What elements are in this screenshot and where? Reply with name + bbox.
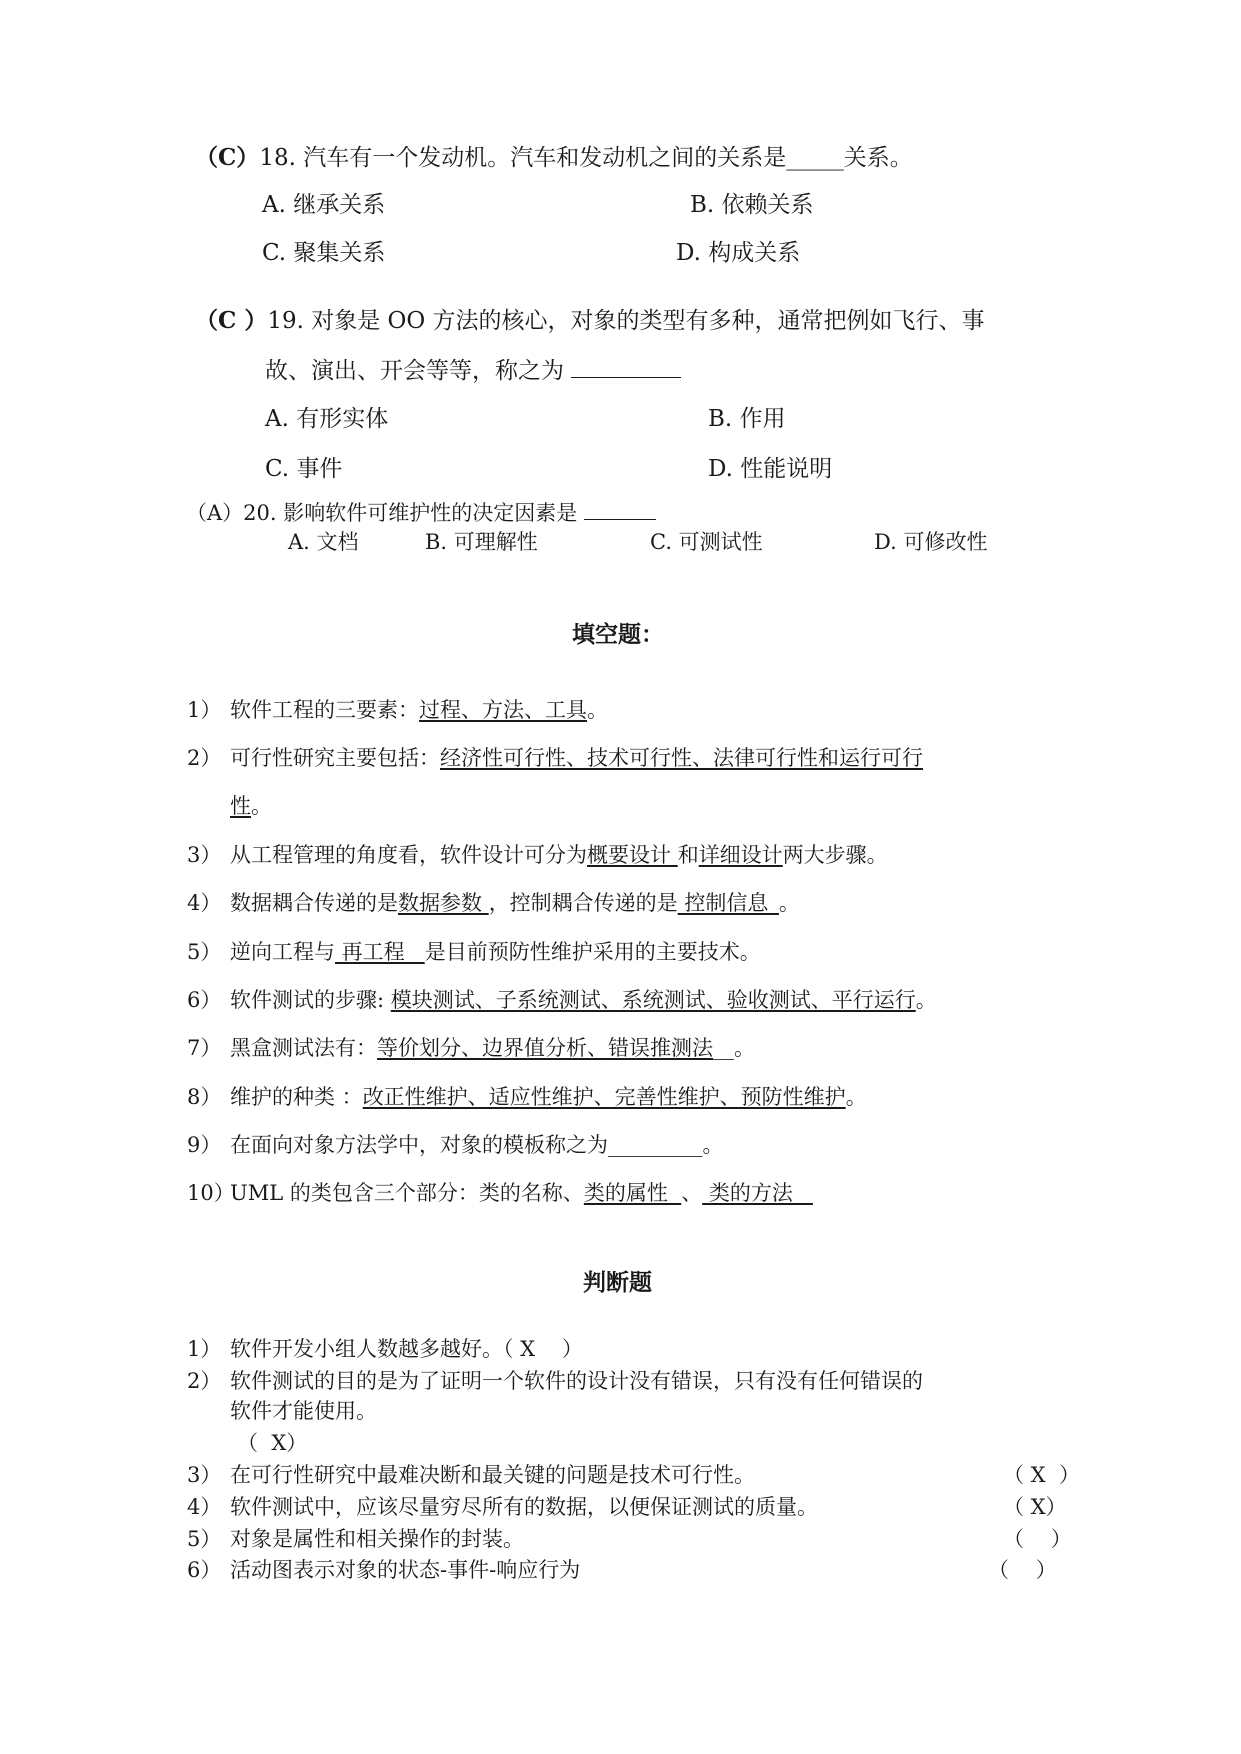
fill-item-2: 2） 可行性研究主要包括：经济性可行性、技术可行性、法律可行性和运行可行 — [187, 746, 923, 770]
fill-item-10: 10）UML 的类包含三个部分：类的名称、类的属性 、 类的方法 — [187, 1181, 813, 1205]
question-20-stem: 20. 影响软件可维护性的决定因素是 — [243, 501, 578, 525]
fill-answer: _________ — [608, 1133, 703, 1157]
judge-item-5: 5） 对象是属性和相关操作的封装。 — [187, 1527, 524, 1551]
fill-item-3: 3） 从工程管理的角度看，软件设计可分为概要设计 和详细设计两大步骤。 — [187, 843, 888, 867]
fill-item-4: 4） 数据耦合传递的是数据参数 ，控制耦合传递的是 控制信息_。 — [187, 891, 800, 915]
fill-item-9: 9） 在面向对象方法学中，对象的模板称之为_________。 — [187, 1133, 724, 1157]
question-19-blank — [571, 355, 681, 378]
question-20 — [186, 497, 656, 528]
option-20b: B. 可理解性 — [425, 530, 538, 554]
answer-19: （C ） — [195, 307, 268, 334]
fill-answer: 详细设计 — [698, 843, 783, 867]
fill-answer: 概要设计 — [587, 843, 678, 867]
fill-answer: 经济性可行性、技术可行性、法律可行性和运行可行 — [440, 746, 923, 770]
question-19-stem-2: 故、演出、开会等等，称之为 — [265, 358, 564, 384]
fill-answer: 模块测试、子系统测试、系统测试、验收测试、平行运行 — [390, 988, 916, 1012]
fill-answer: 性 — [230, 794, 251, 818]
fill-item-8: 8） 维护的种类 ：改正性维护、适应性维护、完善性维护、预防性维护。 — [187, 1085, 867, 1109]
judge-item-4: 4） 软件测试中，应该尽量穷尽所有的数据，以便保证测试的质量。 — [187, 1495, 818, 1519]
judge-item-2: 2） 软件测试的目的是为了证明一个软件的设计没有错误，只有没有任何错误的 — [187, 1369, 923, 1393]
question-18 — [195, 143, 913, 173]
question-20-blank — [584, 497, 656, 520]
option-20c: C. 可测试性 — [650, 530, 763, 554]
option-18a: A. 继承关系 — [262, 192, 386, 218]
fill-answer: 类的方法 — [702, 1181, 813, 1205]
question-19-line-2 — [265, 355, 681, 386]
option-19b: B. 作用 — [708, 406, 786, 432]
judge-item-1: 1） 软件开发小组人数越多越好。（ X ） — [187, 1337, 583, 1361]
fill-answer: 等价划分、边界值分析、错误推测法 — [377, 1036, 713, 1060]
judge-item-6: 6） 活动图表示对象的状态-事件-响应行为 — [187, 1558, 581, 1582]
option-19a: A. 有形实体 — [265, 406, 389, 432]
judge-mark-4: （ X） — [1003, 1495, 1067, 1519]
fill-answer: 数据参数 — [398, 891, 489, 915]
question-19 — [195, 306, 985, 336]
judge-mark-6: （ ） — [988, 1558, 1057, 1582]
answer-20: （A） — [186, 501, 244, 525]
option-18b: B. 依赖关系 — [690, 192, 814, 218]
fill-answer: 类的属性 — [583, 1181, 682, 1205]
question-18-stem: 18. 汽车有一个发动机。汽车和发动机之间的关系是 — [259, 145, 787, 171]
fill-item-1: 1） 软件工程的三要素：过程、方法、工具。 — [187, 698, 608, 722]
option-19d: D. 性能说明 — [708, 456, 833, 482]
fill-answer: 控制信息_ — [677, 891, 779, 915]
judge-item-3: 3） 在可行性研究中最难决断和最关键的问题是技术可行性。 — [187, 1463, 755, 1487]
judge-mark-2: （ X） — [237, 1431, 308, 1455]
fill-item-2-cont: 性。 — [230, 794, 272, 818]
judge-mark-3: （ X ） — [1003, 1463, 1080, 1487]
question-18-blank: _____ — [786, 145, 844, 171]
judge-item-2-cont: 软件才能使用。 — [230, 1399, 377, 1423]
option-18c: C. 聚集关系 — [262, 240, 386, 266]
fill-item-6: 6） 软件测试的步骤: 模块测试、子系统测试、系统测试、验收测试、平行运行。 — [187, 988, 937, 1012]
question-19-stem-1: 19. 对象是 OO 方法的核心，对象的类型有多种，通常把例如飞行、事 — [267, 308, 985, 334]
fill-section-title: 填空题： — [572, 622, 664, 648]
option-20d: D. 可修改性 — [874, 530, 988, 554]
judge-mark-5: （ ） — [1003, 1527, 1072, 1551]
option-20a: A. 文档 — [288, 530, 359, 554]
fill-item-5: 5） 逆向工程与 再工程 是目前预防性维护采用的主要技术。 — [187, 940, 761, 964]
fill-item-7: 7） 黑盒测试法有：等价划分、边界值分析、错误推测法__。 — [187, 1036, 755, 1060]
answer-18: （C） — [195, 144, 260, 171]
judge-section-title: 判断题 — [583, 1270, 652, 1296]
fill-answer: 改正性维护、适应性维护、完善性维护、预防性维护 — [362, 1085, 846, 1109]
option-18d: D. 构成关系 — [676, 240, 801, 266]
option-19c: C. 事件 — [265, 456, 343, 482]
question-18-tail: 关系。 — [843, 145, 913, 171]
fill-answer: 再工程 — [335, 940, 425, 964]
fill-answer: 过程、方法、工具 — [419, 698, 587, 722]
